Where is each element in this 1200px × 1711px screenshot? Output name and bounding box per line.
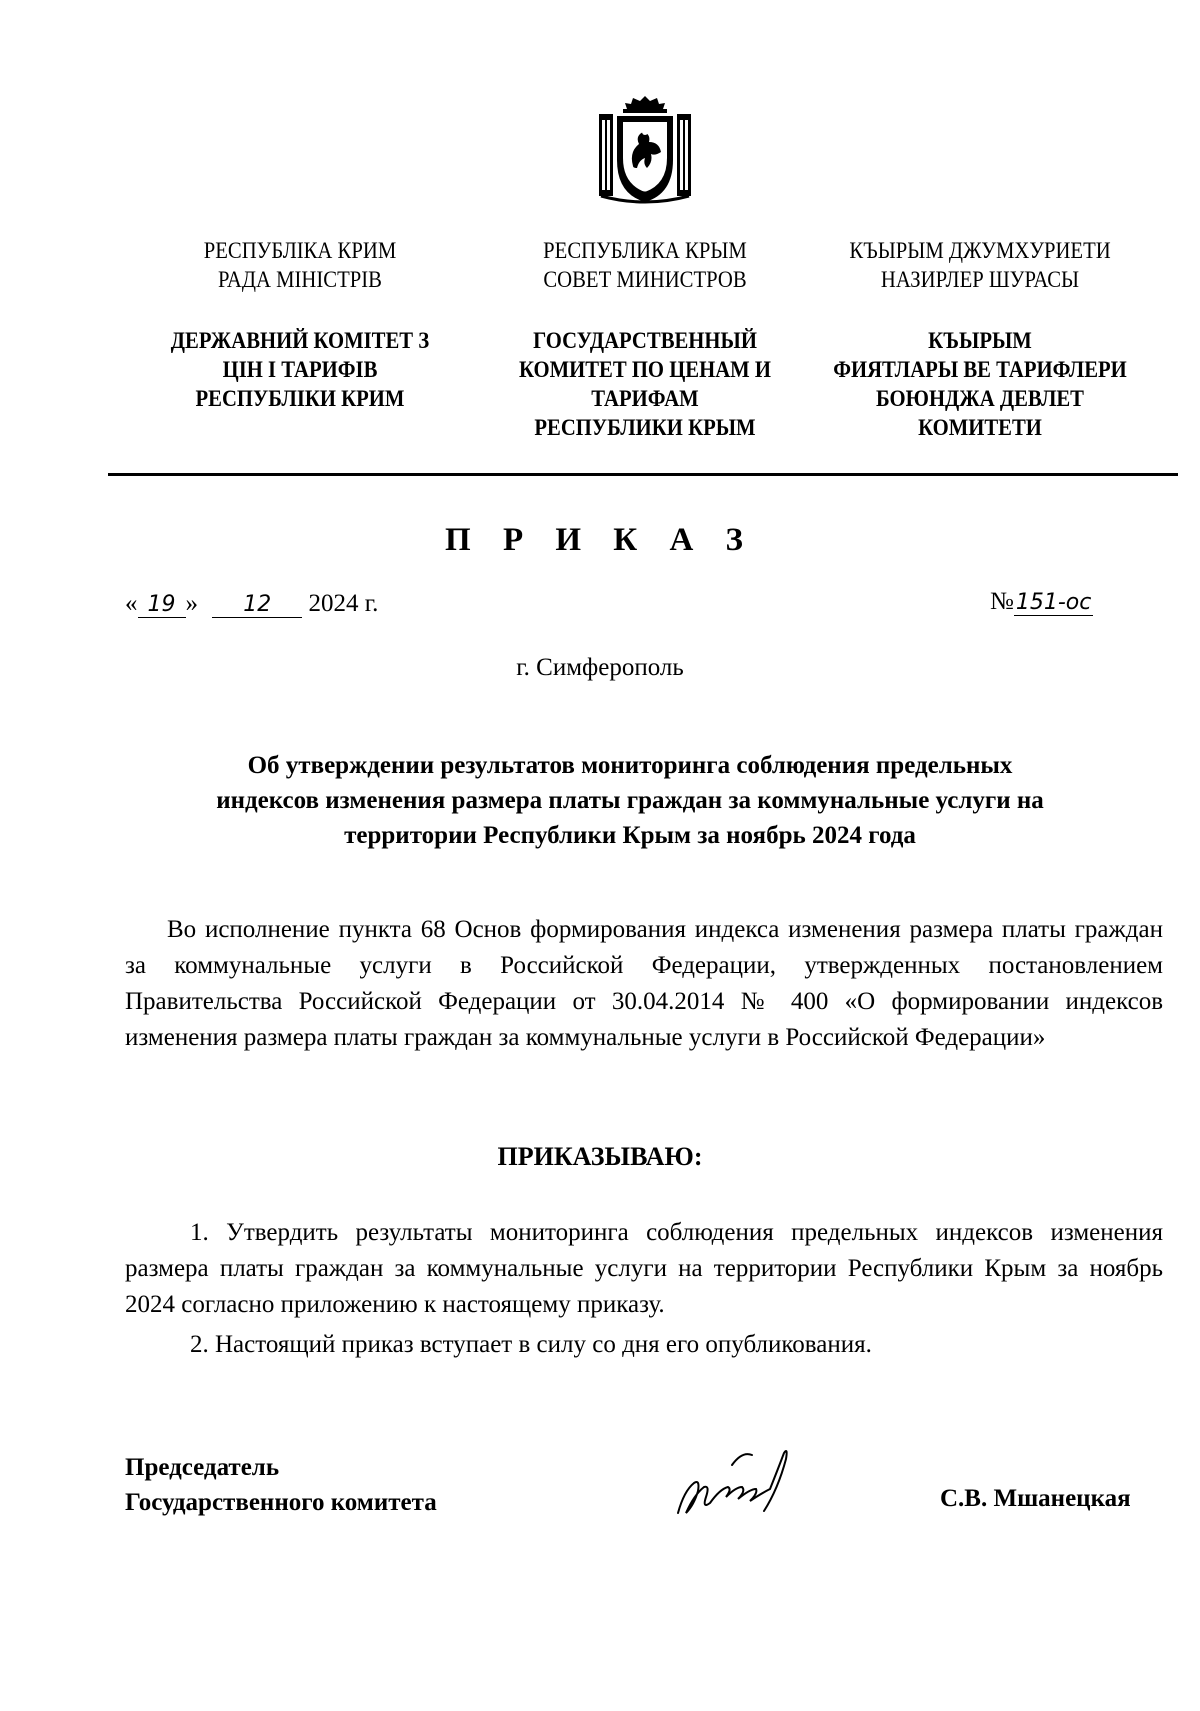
header-ct-committee-4: КОМИТЕТИ [918,415,1042,440]
signatory-role-line2: Государственного комитета [125,1489,437,1516]
subject-line-3: территории Республики Крым за ноябрь 2024 года [344,822,916,849]
header-ru-committee-4: РЕСПУБЛИКИ КРЫМ [534,415,756,440]
header-ct-committee-1: КЪЫРЫМ [928,328,1032,353]
header-ct-committee-2: ФИЯТЛАРЫ ВЕ ТАРИФЛЕРИ [833,357,1127,382]
coat-of-arms-emblem [593,92,697,204]
order-directive: ПРИКАЗЫВАЮ: [497,1142,703,1171]
order-item-2: 2. Настоящий приказ вступает в силу со дня его опубликования. [190,1331,872,1358]
document-title: П Р И К А З [445,522,755,558]
header-ru-committee-3: ТАРИФАМ [591,386,699,411]
header-divider [108,473,1178,476]
handwritten-signature [672,1435,822,1525]
date-open-quote: « [125,590,138,617]
header-ua-line1: РЕСПУБЛІКА КРИМ [203,238,397,263]
header-ct-line2: НАЗИРЛЕР ШУРАСЫ [880,267,1080,292]
header-ru-line2: СОВЕТ МИНИСТРОВ [543,267,747,292]
order-date [125,590,378,618]
date-close-quote: » [185,590,198,617]
header-ru-committee-1: ГОСУДАРСТВЕННЫЙ [533,328,757,353]
header-ct-line1: КЪЫРЫМ ДЖУМХУРИЕТИ [849,238,1111,263]
subject-line-2: индексов изменения размера платы граждан за коммунальные услуги на [216,787,1044,814]
date-month: 12 [212,592,302,618]
date-year: 2024 г. [308,590,379,617]
signatory-role-line1: Председатель [125,1454,280,1481]
header-ua-committee-3: РЕСПУБЛІКИ КРИМ [195,386,405,411]
header-crimean-tatar-block [818,236,1142,294]
header-ua-committee-2: ЦІН І ТАРИФІВ [222,357,378,382]
header-ukrainian-committee [156,326,444,413]
signatory-name: С.В. Мшанецкая [940,1485,1131,1512]
header-ru-line1: РЕСПУБЛИКА КРЫМ [543,238,747,263]
signatory-role [125,1450,437,1520]
header-ua-line2: РАДА МІНІСТРІВ [218,267,382,292]
number-value: 151-ос [1015,590,1092,615]
header-russian-committee [501,326,789,442]
header-russian-block [501,236,789,294]
order-subject [150,748,1110,853]
city-line: г. Симферополь [516,654,684,681]
header-ua-committee-1: ДЕРЖАВНИЙ КОМІТЕТ З [170,328,430,353]
header-crimean-tatar-committee [818,326,1142,442]
order-item-1: 1. Утвердить результаты мониторинга соблюдения предельных индексов изменения размера платы граждан за коммунальные услуги на территории Республики Крым за ноябрь 2024 согласно приложению к настоящему приказу. [125,1219,1163,1318]
header-ru-committee-2: КОМИТЕТ ПО ЦЕНАМ И [519,357,771,382]
header-ct-committee-3: БОЮНДЖА ДЕВЛЕТ [875,386,1084,411]
subject-line-1: Об утверждении результатов мониторинга соблюдения предельных [247,752,1013,779]
number-prefix: № [990,588,1014,615]
preamble-paragraph: Во исполнение пункта 68 Основ формирования индекса изменения размера платы граждан за коммунальные услуги в Российской Федерации, утвержденных постановлением Правительства Российской Федерации от 30.04.2014 № 400 «О формировании индексов изменения размера платы граждан за коммунальные услуги в Российской Федерации» [125,916,1163,1051]
date-day: 19 [138,592,186,618]
order-number [990,588,1093,616]
header-ukrainian-block [156,236,444,294]
